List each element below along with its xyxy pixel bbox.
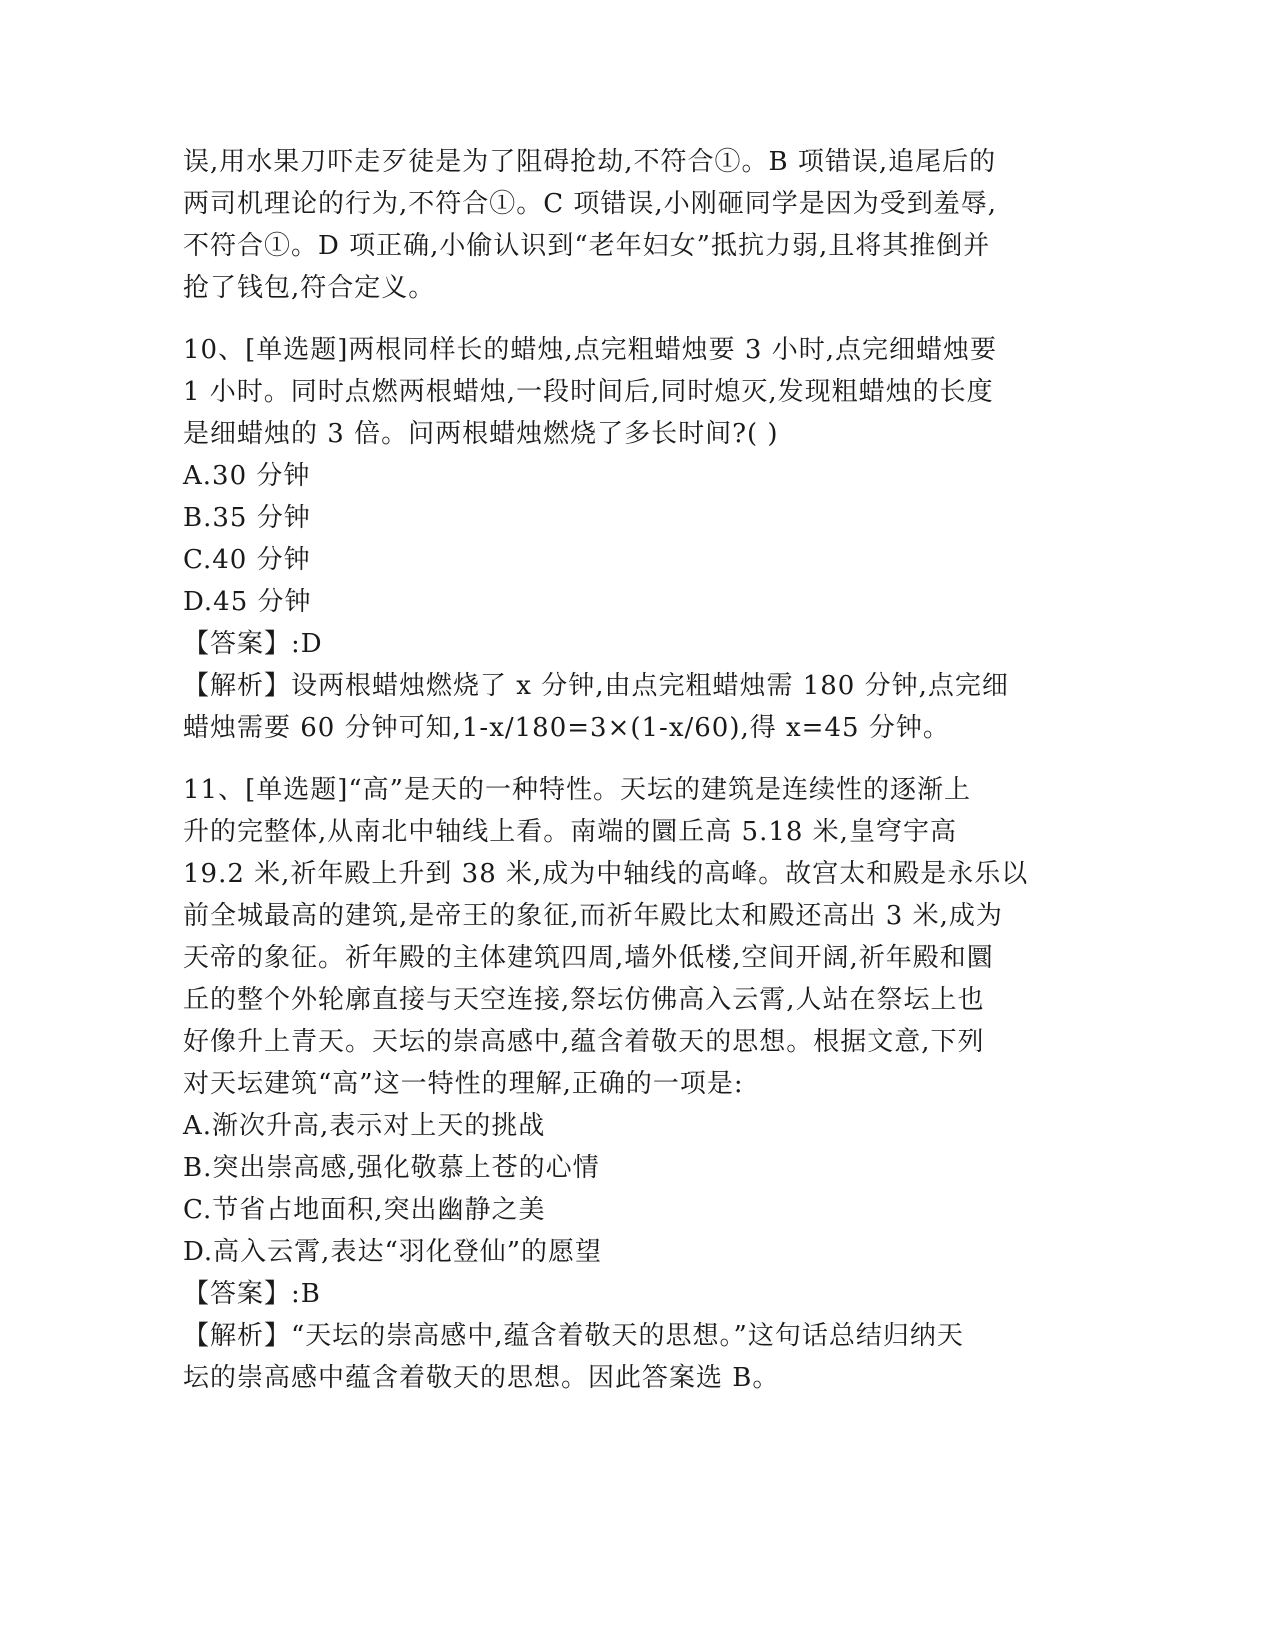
question-stem-line: 天帝的象征。祈年殿的主体建筑四周,墙外低楼,空间开阔,祈年殿和圜 bbox=[183, 943, 994, 973]
explanation-line: 蜡烛需要 60 分钟可知,1-x/180=3×(1-x/60),得 x=45 分钟。 bbox=[183, 713, 950, 743]
option-d: D.高入云霄,表达“羽化登仙”的愿望 bbox=[183, 1237, 603, 1267]
question-stem-line: 对天坛建筑“高”这一特性的理解,正确的一项是: bbox=[183, 1069, 744, 1099]
question-11 bbox=[183, 769, 1083, 1399]
option-a: A.渐次升高,表示对上天的挑战 bbox=[183, 1111, 546, 1141]
document-page bbox=[183, 141, 1083, 1399]
option-b: B.35 分钟 bbox=[183, 503, 311, 533]
question-stem-line: 是细蜡烛的 3 倍。问两根蜡烛燃烧了多长时间?( ) bbox=[183, 419, 779, 449]
answer-line: 【答案】:B bbox=[183, 1279, 321, 1309]
prev-explanation bbox=[183, 141, 1083, 309]
question-stem-line: 好像升上青天。天坛的崇高感中,蕴含着敬天的思想。根据文意,下列 bbox=[183, 1027, 985, 1057]
question-stem-line: 升的完整体,从南北中轴线上看。南端的圜丘高 5.18 米,皇穹宇高 bbox=[183, 817, 957, 847]
question-10 bbox=[183, 329, 1083, 749]
option-b: B.突出崇高感,强化敬慕上苍的心情 bbox=[183, 1153, 600, 1183]
explanation-line: 坛的崇高感中蕴含着敬天的思想。因此答案选 B。 bbox=[183, 1363, 780, 1393]
question-stem-line: 10、[单选题]两根同样长的蜡烛,点完粗蜡烛要 3 小时,点完细蜡烛要 bbox=[183, 335, 997, 365]
question-stem-line: 前全城最高的建筑,是帝王的象征,而祈年殿比太和殿还高出 3 米,成为 bbox=[183, 901, 1003, 931]
text-line: 误,用水果刀吓走歹徒是为了阻碍抢劫,不符合①。B 项错误,追尾后的 bbox=[183, 147, 997, 177]
answer-line: 【答案】:D bbox=[183, 629, 323, 659]
question-stem-line: 11、[单选题]“高”是天的一种特性。天坛的建筑是连续性的逐渐上 bbox=[183, 775, 971, 805]
text-line: 抢了钱包,符合定义。 bbox=[183, 273, 436, 303]
text-line: 两司机理论的行为,不符合①。C 项错误,小刚砸同学是因为受到羞辱, bbox=[183, 189, 997, 219]
option-c: C.节省占地面积,突出幽静之美 bbox=[183, 1195, 546, 1225]
option-d: D.45 分钟 bbox=[183, 587, 312, 617]
question-stem-line: 1 小时。同时点燃两根蜡烛,一段时间后,同时熄灭,发现粗蜡烛的长度 bbox=[183, 377, 994, 407]
option-c: C.40 分钟 bbox=[183, 545, 311, 575]
text-line: 不符合①。D 项正确,小偷认识到“老年妇女”抵抗力弱,且将其推倒并 bbox=[183, 231, 991, 261]
explanation-line: 【解析】设两根蜡烛燃烧了 x 分钟,由点完粗蜡烛需 180 分钟,点完细 bbox=[183, 671, 1009, 701]
question-stem-line: 丘的整个外轮廓直接与天空连接,祭坛仿佛高入云霄,人站在祭坛上也 bbox=[183, 985, 985, 1015]
explanation-line: 【解析】“天坛的崇高感中,蕴含着敬天的思想。”这句话总结归纳天 bbox=[183, 1321, 964, 1351]
option-a: A.30 分钟 bbox=[183, 461, 311, 491]
question-stem-line: 19.2 米,祈年殿上升到 38 米,成为中轴线的高峰。故宫太和殿是永乐以 bbox=[183, 859, 1029, 889]
